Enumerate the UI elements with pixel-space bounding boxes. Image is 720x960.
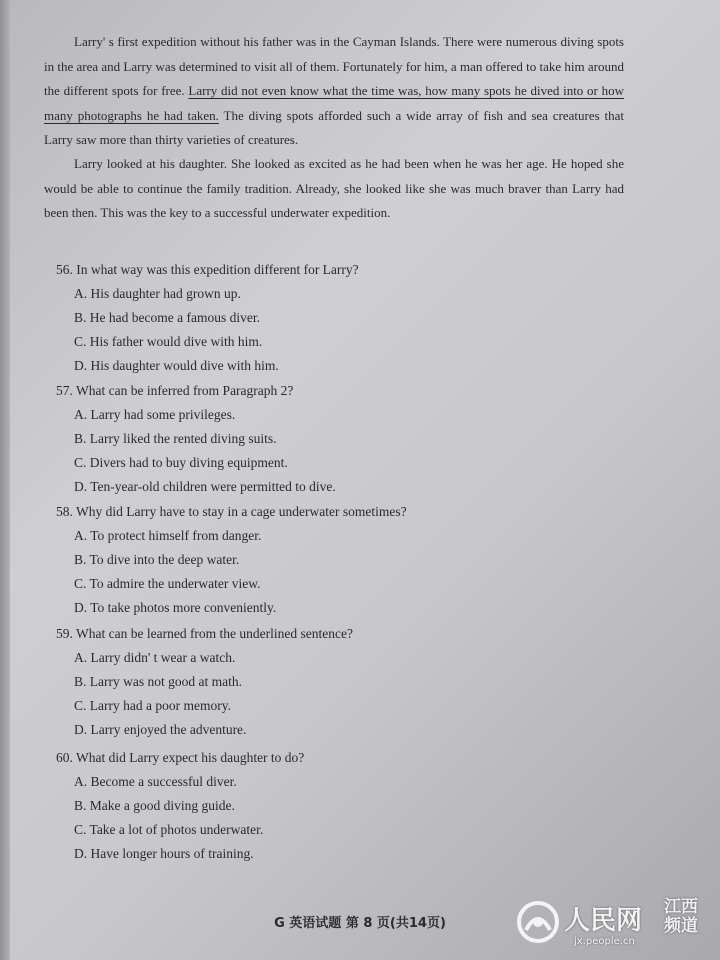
answer-option[interactable]: D. His daughter would dive with him. [74,358,279,373]
answer-option[interactable]: B. Larry was not good at math. [74,674,242,689]
answer-option[interactable]: C. His father would dive with him. [74,334,263,349]
page-footer: G 英语试题 第 8 页(共14页) [274,916,446,931]
answer-option[interactable]: C. Larry had a poor memory. [74,698,231,713]
answer-option[interactable]: A. To protect himself from danger. [74,528,262,543]
page-edge [0,0,10,960]
watermark-region: 江西频道 [664,897,698,936]
answer-option[interactable]: D. Larry enjoyed the adventure. [74,722,247,737]
question-58 [56,500,616,620]
question-stem: 58. Why did Larry have to stay in a cage underwater sometimes? [56,504,407,519]
watermark-url: jx.people.cn [574,936,635,947]
passage-paragraph-1 [44,30,624,153]
answer-option[interactable]: C. To admire the underwater view. [74,576,261,591]
question-57 [56,379,616,499]
people-logo-icon [516,900,560,944]
watermark-logo [516,896,706,954]
answer-option[interactable]: B. He had become a famous diver. [74,310,260,325]
answer-option[interactable]: A. His daughter had grown up. [74,286,241,301]
answer-option[interactable]: D. Ten-year-old children were permitted to dive. [74,479,336,494]
answer-option[interactable]: C. Divers had to buy diving equipment. [74,455,288,470]
underlined-sentence: Larry did not even know what the time was, how many spots he dived into or how many photographs he had taken. [44,83,624,123]
question-stem: 59. What can be learned from the underlined sentence? [56,626,353,641]
answer-option[interactable]: A. Become a successful diver. [74,774,237,789]
answer-option[interactable]: C. Take a lot of photos underwater. [74,822,264,837]
answer-option[interactable]: B. Larry liked the rented diving suits. [74,431,277,446]
answer-option[interactable]: D. Have longer hours of training. [74,846,254,861]
question-56 [56,258,616,378]
question-59 [56,622,616,742]
passage-text: The diving spots afforded such a wide array of fish and sea creatures that Larry saw more than thirty varieties of creatures. [44,107,625,147]
passage-text: Larry looked at his daughter. She looked as excited as he had been when he was her age. He hoped she would be able to continue the family tradition. Already, she looked like she was much braver than Larry had been then. This was the key to a successful underwater expedition. [44,156,624,220]
answer-option[interactable]: A. Larry had some privileges. [74,407,236,422]
passage-text: Larry' s first expedition without his father was in the Cayman Islands. There were numerous diving spots in the area and Larry was determined to visit all of them. Fortunately for him, a man offered to take him around the different spots for free. [44,34,624,98]
question-stem: 57. What can be inferred from Paragraph 2? [56,383,294,398]
question-60 [56,746,616,866]
passage-paragraph-2 [44,152,624,226]
answer-option[interactable]: B. Make a good diving guide. [74,798,235,813]
answer-option[interactable]: D. To take photos more conveniently. [74,600,277,615]
watermark-brand: 人民网 [564,906,643,936]
question-stem: 56. In what way was this expedition different for Larry? [56,262,359,277]
answer-option[interactable]: A. Larry didn' t wear a watch. [74,650,236,665]
answer-option[interactable]: B. To dive into the deep water. [74,552,240,567]
question-stem: 60. What did Larry expect his daughter to do? [56,750,305,765]
